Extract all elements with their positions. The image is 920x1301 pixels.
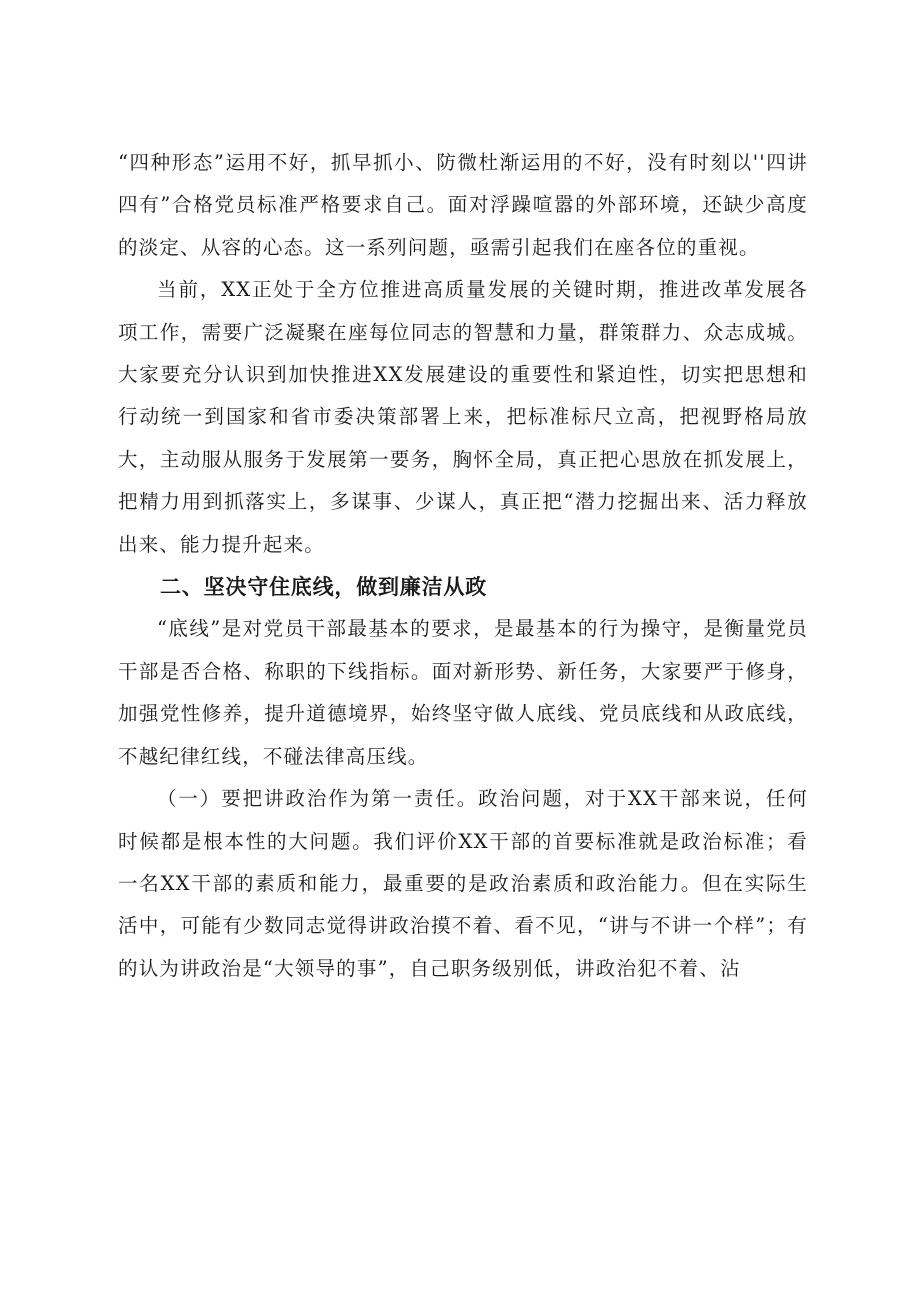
paragraph-4: （一）要把讲政治作为第一责任。政治问题，对于XX干部来说，任何时候都是根本性的大问题。我们评价XX干部的首要标准就是政治标准；看一名XX干部的素质和能力，最重要的是政治素质和政治能力。但在实际生活中，可能有少数同志觉得讲政治摸不着、看不见，“讲与不讲一个样”；有的认为讲政治是“大领导的事”，自己职务级别低，讲政治犯不着、沾	[118, 787, 808, 980]
paragraph-1: “四种形态”运用不好，抓早抓小、防微杜渐运用的不好，没有时刻以''四讲四有”合格党员标准严格要求自己。面对浮躁喧嚣的外部环境，还缺少高度的淡定、从容的心态。这一系列问题，亟需引起我们在座各位的重视。	[118, 151, 808, 259]
paragraph-2: 当前，XX正处于全方位推进高质量发展的关键时期，推进改革发展各项工作，需要广泛凝聚在座每位同志的智慧和力量，群策群力、众志成城。大家要充分认识到加快推进XX发展建设的重要性和紧迫性，切实把思想和行动统一到国家和省市委决策部署上来，把标准标尺立高，把视野格局放大，主动服从服务于发展第一要务，胸怀全局，真正把心思放在抓发展上，把精力用到抓落实上，多谋事、少谋人，真正把“潜力挖掘出来、活力释放出来、能力提升起来。	[118, 278, 808, 556]
section-heading: 二、坚决守住底线，做到廉洁从政	[160, 575, 487, 600]
document-body	[118, 142, 808, 990]
paragraph-3: “底线”是对党员干部最基本的要求，是最基本的行为操守，是衡量党员干部是否合格、称职的下线指标。面对新形势、新任务，大家要严于修身，加强党性修养，提升道德境界，始终坚守做人底线、党员底线和从政底线，不越纪律红线，不碰法律高压线。	[118, 617, 808, 768]
